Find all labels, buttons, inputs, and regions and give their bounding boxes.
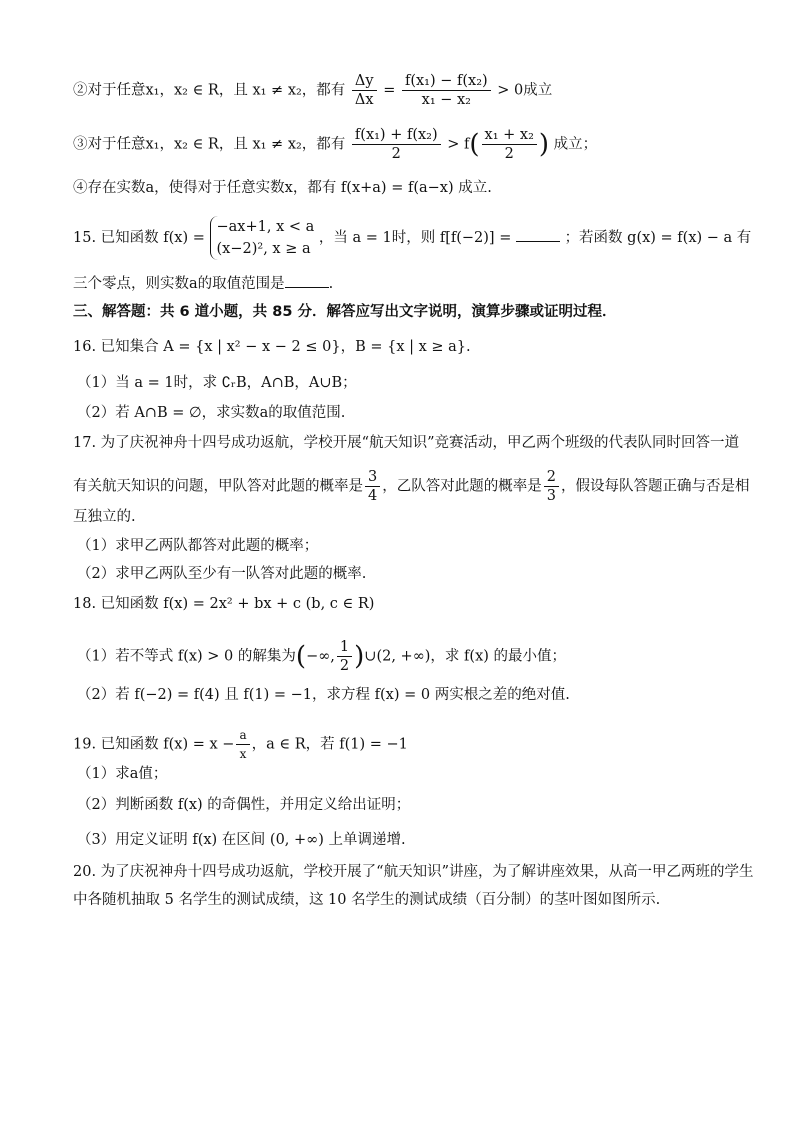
q17-prob-yi-den: 3 bbox=[546, 488, 556, 504]
proposition-2: ②对于任意x₁，x₂ ∈ R，且 x₁ ≠ x₂，都有 $\frac{\Delta y}{\Delta x}$ = $\frac{\text{f(x₁) − f(x₂)}}{\text{x₁ − x₂}}$ > 0成立 bbox=[73, 73, 553, 108]
question-20-line1: 20. 为了庆祝神舟十四号成功返航，学校开展了“航天知识”讲座，为了解讲座效果，从高一甲乙两班的学生 bbox=[73, 864, 754, 880]
q15-middle: ，当 a = 1时，则 f[f(−2)] = bbox=[318, 230, 512, 246]
question-19-part2: （2）判断函数 f(x) 的奇偶性，并用定义给出证明； bbox=[77, 797, 411, 813]
prop3-mid: > f bbox=[447, 136, 470, 153]
q15-line2-end: . bbox=[328, 276, 334, 292]
question-15-line2 bbox=[73, 273, 333, 294]
prop3-frac-right-den: 2 bbox=[504, 146, 514, 162]
prop3-frac-left-den: 2 bbox=[391, 146, 401, 162]
q15-answer-blank-2[interactable] bbox=[285, 273, 329, 288]
question-16-stem: 16. 已知集合 A = {x | x² − x − 2 ≤ 0}，B = {x | x ≥ a}. bbox=[73, 339, 471, 355]
prop3-frac-left bbox=[352, 126, 441, 163]
q15-prefix: 15. 已知函数 f(x) = bbox=[73, 230, 205, 246]
prop2-vars: x₁，x₂ ∈ R，且 x₁ ≠ x₂，都有 bbox=[145, 82, 346, 99]
question-17-part1: （1）求甲乙两队都答对此题的概率； bbox=[77, 538, 319, 554]
q18-set-left: −∞, bbox=[306, 648, 335, 665]
q15-case2: (x−2)², x ≥ a bbox=[216, 241, 311, 257]
section-3-heading: 三、解答题：共 6 道小题，共 85 分．解答应写出文字说明，演算步骤或证明过程． bbox=[73, 304, 617, 320]
q18-frac-num: 1 bbox=[337, 638, 352, 657]
q18-frac-den: 2 bbox=[339, 658, 350, 674]
prop2-frac-left-den: Δx bbox=[354, 92, 374, 108]
prop3-vars: x₁，x₂ ∈ R，且 x₁ ≠ x₂，都有 bbox=[145, 136, 346, 153]
q17-prob-yi bbox=[544, 468, 559, 505]
question-19-part3: （3）用定义证明 f(x) 在区间 (0, +∞) 上单调递增. bbox=[77, 832, 406, 848]
q17-prob-yi-num: 2 bbox=[544, 468, 559, 487]
question-17-part2: （2）求甲乙两队至少有一队答对此题的概率. bbox=[77, 566, 367, 582]
q18-part1-a: （1）若不等式 f(x) > 0 的解集为 bbox=[77, 648, 296, 665]
question-17-line3: 互独立的. bbox=[73, 509, 136, 525]
prop3-frac-left-num: f(x₁) + f(x₂) bbox=[352, 126, 441, 145]
q19-stem-a: 19. 已知函数 f(x) = x − bbox=[73, 736, 235, 753]
q17-prob-jia bbox=[365, 468, 380, 505]
q17-prob-jia-num: 3 bbox=[365, 468, 380, 487]
prop3-frac-right bbox=[482, 126, 537, 163]
prop2-frac-right-den: x₁ − x₂ bbox=[421, 92, 471, 108]
question-18-stem: 18. 已知函数 f(x) = 2x² + bx + c (b, c ∈ R) bbox=[73, 596, 375, 612]
q17-line2-a: 有关航天知识的问题，甲队答对此题的概率是 bbox=[73, 478, 363, 495]
question-19-stem bbox=[73, 726, 408, 763]
question-17-line1: 17. 为了庆祝神舟十四号成功返航，学校开展“航天知识”竞赛活动，甲乙两个班级的代表队同时回答一道 bbox=[73, 435, 739, 451]
prop2-frac-right bbox=[402, 72, 491, 109]
proposition-4: ④存在实数a，使得对于任意实数x，都有 f(x+a) = f(a−x) 成立. bbox=[73, 180, 492, 196]
q17-line2-b: ，乙队答对此题的概率是 bbox=[382, 478, 542, 495]
prop2-prefix: ②对于任意 bbox=[73, 82, 146, 99]
question-15 bbox=[73, 216, 751, 260]
prop3-suffix: 成立； bbox=[553, 136, 598, 153]
prop2-frac-right-num: f(x₁) − f(x₂) bbox=[402, 72, 491, 91]
question-18-part2: （2）若 f(−2) = f(4) 且 f(1) = −1，求方程 f(x) = 0 两实根之差的绝对值. bbox=[77, 687, 570, 703]
q17-line2-c: ，假设每队答题正确与否是相 bbox=[560, 478, 750, 495]
question-16-part2: （2）若 A∩B = ∅，求实数a的取值范围. bbox=[77, 405, 346, 421]
q15-after-blank: ；若函数 g(x) = f(x) − a 有 bbox=[564, 230, 752, 246]
prop3-frac-right-num: x₁ + x₂ bbox=[482, 126, 537, 145]
question-16-part1: （1）当 a = 1时，求 ∁ᵣB，A∩B，A∪B； bbox=[77, 375, 357, 391]
question-20-line2: 中各随机抽取 5 名学生的测试成绩，这 10 名学生的测试成绩（百分制）的茎叶图如图所示. bbox=[73, 892, 661, 908]
question-19-part1: （1）求a值； bbox=[77, 766, 168, 782]
q15-line2: 三个零点，则实数a的取值范围是 bbox=[73, 276, 285, 292]
question-18-part1: （1）若不等式 f(x) > 0 的解集为(−∞, $\frac{1}{2}$ )∪(2, +∞)，求 f(x) 的最小值； bbox=[77, 639, 567, 674]
q17-prob-jia-den: 4 bbox=[368, 488, 378, 504]
proposition-3: ③对于任意x₁，x₂ ∈ R，且 x₁ ≠ x₂，都有 $\frac{\text{f(x₁) + f(x₂)}}{2}$ > f( $\frac{\text{x₁ + x₂}}{2}$ ) 成立； bbox=[73, 127, 598, 162]
q15-answer-blank-1[interactable] bbox=[516, 227, 560, 242]
prop2-suffix: > 0成立 bbox=[497, 82, 553, 99]
q18-frac bbox=[337, 638, 352, 675]
q19-stem-b: ，a ∈ R，若 f(1) = −1 bbox=[251, 736, 408, 753]
q19-frac-num: a bbox=[236, 726, 249, 745]
prop2-frac-left-num: Δy bbox=[352, 72, 377, 91]
q15-case1: −ax+1, x < a bbox=[216, 219, 315, 235]
q19-frac-den: x bbox=[239, 747, 247, 761]
prop3-prefix: ③对于任意 bbox=[73, 136, 146, 153]
q19-frac bbox=[236, 726, 249, 763]
q18-set-right: ∪(2, +∞)，求 f(x) 的最小值； bbox=[364, 648, 567, 665]
question-17-line2 bbox=[73, 468, 749, 505]
prop2-frac-left bbox=[352, 72, 377, 109]
q15-piecewise bbox=[210, 216, 315, 260]
